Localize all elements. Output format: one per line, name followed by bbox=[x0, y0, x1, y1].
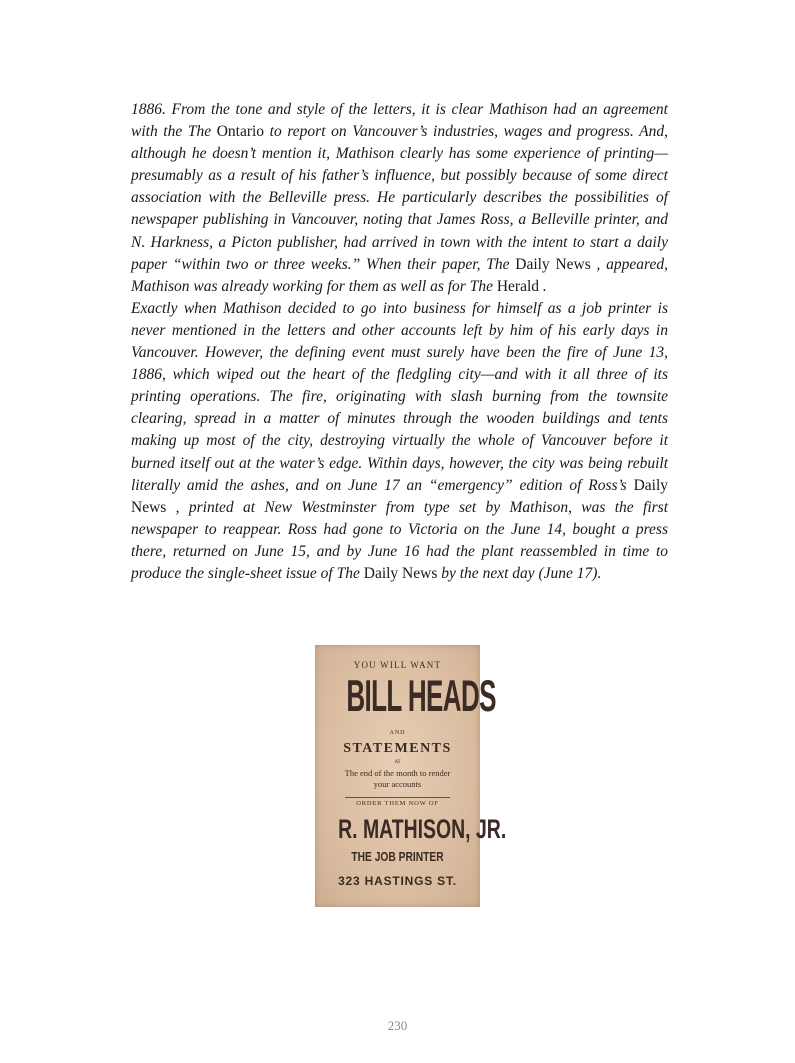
ad-and: AND bbox=[389, 730, 406, 736]
ad-job-printer: THE JOB PRINTER bbox=[351, 850, 444, 864]
ad-you-will-want: YOU WILL WANT bbox=[353, 660, 442, 670]
ad-end-of-month-line-1: The end of the month to render bbox=[344, 768, 451, 778]
paragraph-1-text: , appeared, Mathison was already working for them as well as for The bbox=[131, 255, 668, 295]
newspaper-title-daily-news: Daily News bbox=[363, 564, 438, 582]
paragraph-2 bbox=[131, 298, 668, 585]
paragraph-1 bbox=[131, 99, 668, 298]
ad-statements: STATEMENTS bbox=[343, 741, 452, 756]
paragraph-2-text: , printed at New Westminster from type set by Mathison, was the first newspaper to reappear. Ross had gone to Victoria on the June 14, bought a press there, returned on June 15, and by June 16 had the plant reassembled in time to produce the single-sheet issue of The bbox=[131, 498, 668, 582]
paragraph-1-text: 1886. From the tone and style of the letters, it is clear Mathison had an agreement with the The bbox=[131, 101, 668, 141]
body-text bbox=[131, 99, 668, 585]
paragraph-2-text: by the next day (June 17). bbox=[437, 564, 602, 582]
ad-end-of-month-line-2: your accounts bbox=[373, 779, 422, 789]
paragraph-2-text: Exactly when Mathison decided to go into business for himself as a job printer is never mentioned in the letters and other accounts left by him of his early days in Vancouver. However, the defining event must surely have been the fire of June 13, 1886, which wiped out the heart of the fledgling city—and with it all three of its printing operations. The fire, originating with slash burning from the townsite clearing, spread in a matter of minutes through the wooden buildings and tents making up most of the city, destroying virtually the whole of Vancouver before it burned itself out at the water’s edge. Within days, however, the city was being rebuilt literally amid the ashes, and on June 17 an “emergency” edition of Ross’s bbox=[131, 299, 668, 494]
bill-heads-advertisement bbox=[315, 645, 507, 907]
ad-name: R. MATHISON, JR. bbox=[338, 814, 507, 844]
ad-divider bbox=[345, 797, 450, 798]
page-number: 230 bbox=[387, 1018, 408, 1033]
newspaper-title-ontario: Ontario bbox=[216, 123, 265, 141]
ad-end-of-month bbox=[315, 768, 480, 790]
paragraph-1-text: . bbox=[539, 277, 547, 295]
newspaper-title-daily-news: Daily News bbox=[515, 255, 591, 273]
newspaper-title-herald: Herald bbox=[496, 277, 540, 295]
ad-order-now: ORDER THEM NOW OF bbox=[356, 800, 439, 807]
ad-address: 323 HASTINGS ST. bbox=[338, 874, 457, 888]
paragraph-1-text: to report on Vancouver’s industries, wages and progress. And, although he doesn’t mention it, Mathison clearly has some experience of printing—presumably as a result of his father’s influence, but possibly because of some direct association with the Belleville press. He particularly describes the possibilities of newspaper publishing in Vancouver, noting that James Ross, a Belleville printer, and N. Harkness, a Picton publisher, had arrived in town with the intent to start a daily paper “within two or three weeks.” When their paper, The bbox=[131, 123, 668, 273]
ad-bill-heads: BILL HEADS bbox=[346, 671, 496, 721]
ad-at: AT bbox=[394, 760, 401, 765]
newspaper-title-daily-news: Daily News bbox=[131, 476, 668, 516]
